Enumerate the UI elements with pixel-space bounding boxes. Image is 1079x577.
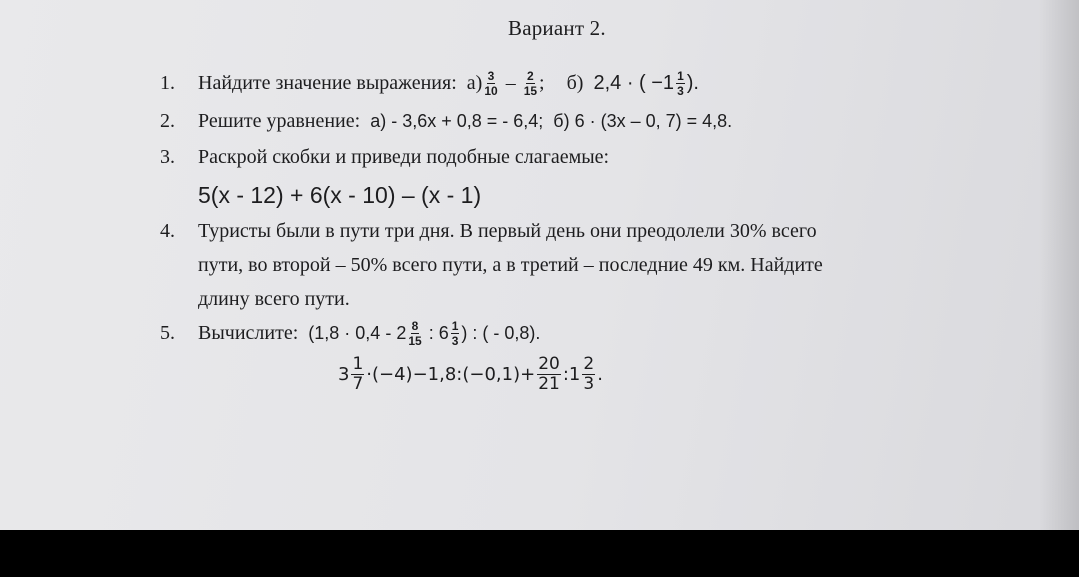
expr-2-part-d: . bbox=[597, 364, 603, 385]
option-a-label: а) bbox=[466, 72, 483, 94]
expr-1-part-b: : 6 bbox=[423, 323, 449, 343]
page-edge-shadow bbox=[1039, 0, 1079, 530]
numerator: 1 bbox=[677, 69, 684, 83]
numerator: 8 bbox=[411, 319, 419, 333]
numerator: 3 bbox=[487, 69, 495, 83]
denominator: 3 bbox=[451, 334, 459, 348]
task-number: 3. bbox=[160, 146, 175, 168]
fraction bbox=[582, 356, 595, 393]
task-5-expression-2 bbox=[338, 356, 603, 393]
denominator: 10 bbox=[484, 84, 498, 98]
task-text: Найдите значение выражения: bbox=[198, 72, 457, 94]
task-4-line-3: длину всего пути. bbox=[198, 288, 350, 310]
option-b-equation: б) 6 · (3х – 0, 7) = 4,8. bbox=[553, 111, 733, 131]
option-a-equation: а) - 3,6х + 0,8 = - 6,4; bbox=[370, 111, 544, 131]
expr-2-part-a: 3 bbox=[338, 364, 350, 385]
denominator: 7 bbox=[352, 374, 364, 394]
fraction bbox=[408, 320, 421, 347]
numerator: 2 bbox=[527, 69, 534, 83]
task-number: 1. bbox=[160, 72, 175, 94]
fraction bbox=[676, 70, 685, 97]
expr-2-part-c: :1 bbox=[562, 364, 581, 385]
fraction bbox=[524, 70, 537, 97]
task-number: 4. bbox=[160, 220, 175, 242]
separator: ; bbox=[539, 72, 545, 94]
task-text-line-1: Туристы были в пути три дня. В первый день они преодолели 30% всего bbox=[198, 220, 817, 242]
numerator: 1 bbox=[451, 319, 459, 333]
task-number: 5. bbox=[160, 322, 175, 344]
fraction bbox=[537, 356, 561, 393]
numerator: 20 bbox=[538, 354, 560, 374]
numerator: 2 bbox=[583, 354, 595, 374]
fraction bbox=[484, 70, 497, 97]
denominator: 15 bbox=[408, 334, 422, 348]
task-4 bbox=[160, 220, 817, 243]
denominator: 3 bbox=[677, 84, 684, 98]
task-number: 2. bbox=[160, 110, 175, 132]
denominator: 3 bbox=[583, 374, 595, 394]
task-3-expression: 5(х - 12) + 6(х - 10) – (х - 1) bbox=[198, 182, 482, 208]
task-text: Решите уравнение: bbox=[198, 110, 361, 132]
expr-1-part-a: (1,8 · 0,4 - 2 bbox=[308, 323, 407, 343]
option-b-end: ). bbox=[686, 72, 699, 94]
fraction bbox=[351, 356, 364, 393]
task-5 bbox=[160, 320, 540, 347]
task-1 bbox=[160, 70, 699, 97]
numerator: 1 bbox=[352, 354, 364, 374]
option-b-expression: 2,4 · ( −1 bbox=[593, 72, 675, 94]
option-b-label: б) bbox=[566, 72, 584, 94]
expr-2-part-b: ·(−4)−1,8:(−0,1)+ bbox=[366, 364, 536, 385]
expr-1-part-c: ) : ( - 0,8). bbox=[461, 323, 541, 343]
task-text: Вычислите: bbox=[198, 322, 299, 344]
variant-title: Вариант 2. bbox=[508, 16, 606, 40]
denominator: 15 bbox=[523, 84, 538, 98]
denominator: 21 bbox=[538, 374, 560, 394]
task-3 bbox=[160, 146, 609, 169]
minus-sign: – bbox=[505, 72, 516, 94]
fraction bbox=[451, 320, 460, 347]
task-4-line-2: пути, во второй – 50% всего пути, а в третий – последние 49 км. Найдите bbox=[198, 254, 823, 276]
task-text: Раскрой скобки и приведи подобные слагаемые: bbox=[198, 146, 610, 168]
task-2 bbox=[160, 110, 732, 133]
